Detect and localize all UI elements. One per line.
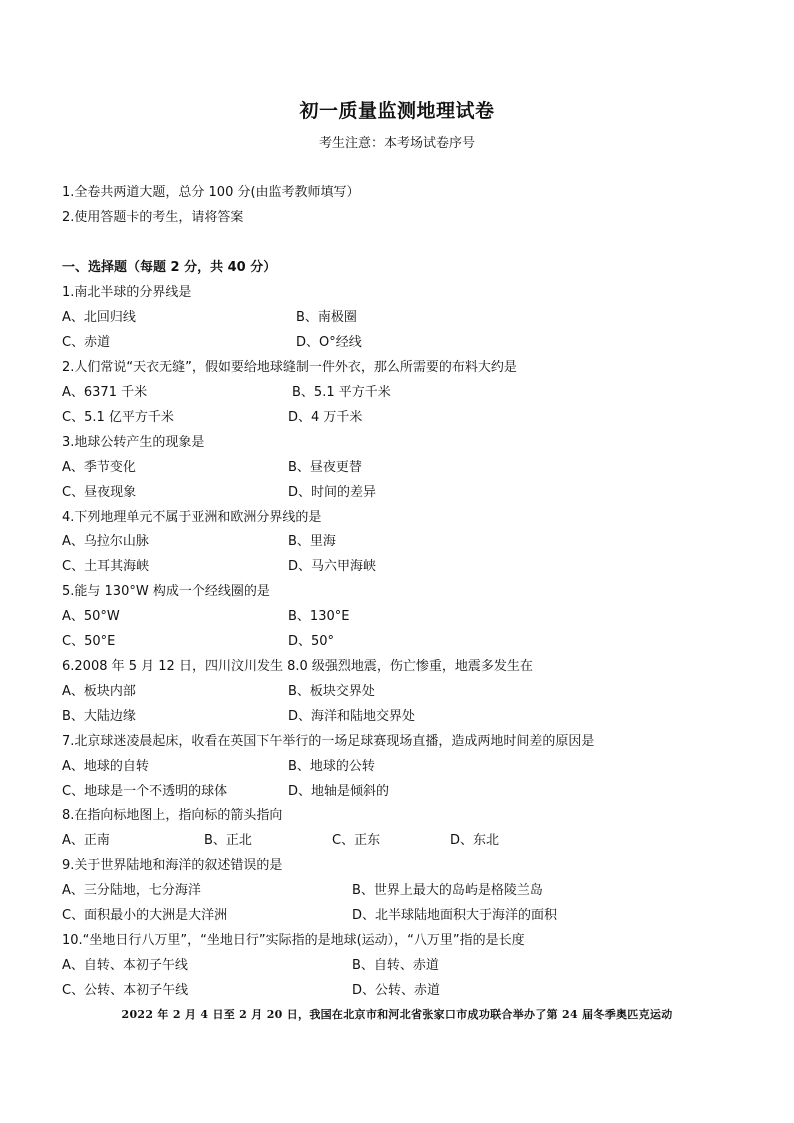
question-option: D、地轴是倾斜的 [288,784,390,799]
question-stem: 10.“坐地日行八万里”，“坐地日行”实际指的是地球(运动），“八万里”指的是长度 [62,933,525,948]
question-option: A、三分陆地，七分海洋 [62,883,201,898]
question-stem: 6.2008 年 5 月 12 日，四川汶川发生 8.0 级强烈地震，伤亡惨重，地震多发生在 [62,659,533,674]
question-option: C、50°E [62,634,116,649]
question-option: B、地球的公转 [288,759,375,774]
question-option: A、50°W [62,609,120,624]
exam-subtitle: 考生注意：本考场试卷序号 [318,136,475,151]
question-option: D、北半球陆地面积大于海洋的面积 [352,908,558,923]
question-option: A、地球的自转 [62,759,149,774]
question-option: C、地球是一个不透明的球体 [62,784,228,799]
question-stem: 8.在指向标地图上，指向标的箭头指向 [62,808,283,823]
question-option: D、时间的差异 [288,485,377,500]
question-option: B、自转、赤道 [352,958,439,973]
question-option: C、昼夜现象 [62,485,137,500]
footer-passage: 2022 年 2 月 4 日至 2 月 20 日，我国在北京市和河北省张家口市成功联合举办了第 24 届冬季奥匹克运动 [121,1008,673,1021]
question-option: C、5.1 亿平方千米 [62,410,174,425]
question-option: D、O°经线 [296,335,362,350]
question-option: D、海洋和陆地交界处 [288,709,416,724]
question-option: C、土耳其海峡 [62,559,150,574]
question-option: B、里海 [288,534,336,549]
question-stem: 5.能与 130°W 构成一个经线圈的是 [62,584,270,599]
question-option: B、正北 [204,833,252,848]
question-option: C、面积最小的大洲是大洋洲 [62,908,228,923]
question-option: C、公转、本初子午线 [62,983,189,998]
question-option: A、自转、本初子午线 [62,958,188,973]
question-option: C、正东 [332,833,381,848]
question-option: A、正南 [62,833,110,848]
question-option: B、昼夜更替 [288,460,362,475]
question-option: A、6371 千米 [62,385,148,400]
note-1: 1.全卷共两道大题，总分 100 分(由监考教师填写） [62,185,360,200]
question-option: D、公转、赤道 [352,983,441,998]
exam-title: 初一质量监测地理试卷 [299,100,495,122]
question-stem: 4.下列地理单元不属于亚洲和欧洲分界线的是 [62,510,322,525]
note-2: 2.使用答题卡的考生，请将答案 [62,210,244,225]
question-stem: 2.人们常说“天衣无缝”，假如要给地球缝制一件外衣，那么所需要的布料大约是 [62,360,517,375]
question-stem: 1.南北半球的分界线是 [62,285,192,300]
question-option: D、50° [288,634,335,649]
question-stem: 9.关于世界陆地和海洋的叙述错误的是 [62,858,283,873]
question-option: A、乌拉尔山脉 [62,534,149,549]
question-option: D、4 万千米 [288,410,363,425]
section-heading: 一、选择题（每题 2 分，共 40 分） [62,260,277,275]
question-option: B、大陆边缘 [62,709,136,724]
question-option: B、5.1 平方千米 [292,385,391,400]
question-option: B、130°E [288,609,350,624]
question-option: B、世界上最大的岛屿是格陵兰岛 [352,883,543,898]
question-stem: 7.北京球迷凌晨起床，收看在英国下午举行的一场足球赛现场直播，造成两地时间差的原因是 [62,734,595,749]
question-option: D、东北 [450,833,500,848]
question-option: A、北回归线 [62,310,136,325]
question-stem: 3.地球公转产生的现象是 [62,435,205,450]
question-option: D、马六甲海峡 [288,559,377,574]
question-option: B、南极圈 [296,310,357,325]
question-option: A、板块内部 [62,684,136,699]
question-option: C、赤道 [62,335,111,350]
question-option: B、板块交界处 [288,684,375,699]
question-option: A、季节变化 [62,460,136,475]
